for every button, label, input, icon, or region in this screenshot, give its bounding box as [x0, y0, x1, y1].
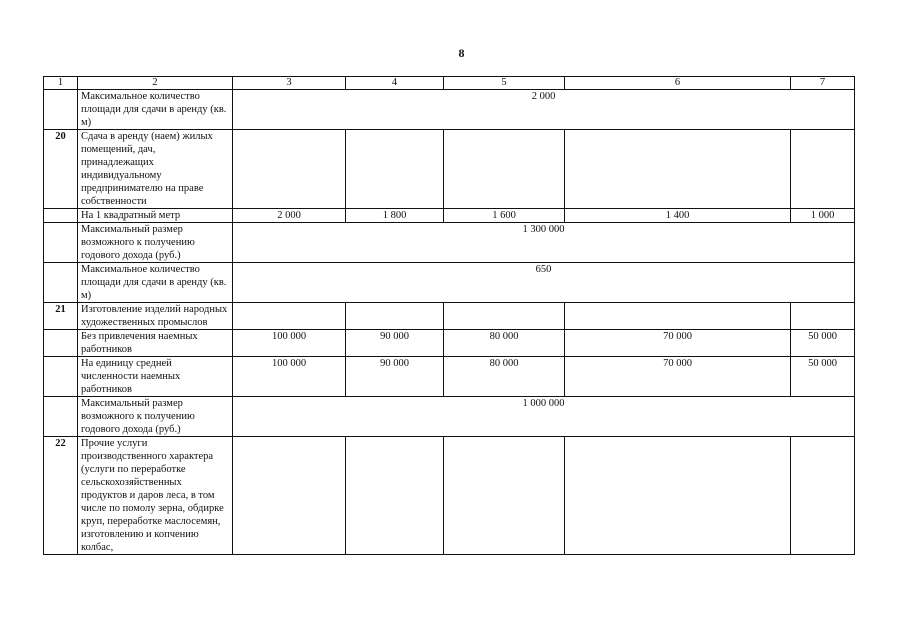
header-cell: 6: [565, 77, 791, 90]
row-description-cell: Максимальный размер возможного к получению годового дохода (руб.): [78, 223, 233, 263]
table-row: [44, 223, 855, 263]
table-row: [44, 90, 855, 130]
table-row: [44, 263, 855, 303]
row-description-cell: Изготовление изделий народных художественных промыслов: [78, 303, 233, 330]
table-row: [44, 330, 855, 357]
row-number-cell: [44, 357, 78, 397]
table-row: [44, 303, 855, 330]
header-cell: 5: [444, 77, 565, 90]
row-number-cell: [44, 263, 78, 303]
header-row: [44, 77, 855, 90]
row-empty-cell: [444, 130, 565, 209]
row-value-cell: 1 800: [346, 209, 444, 223]
row-number-cell: 20: [44, 130, 78, 209]
row-empty-cell: [233, 130, 346, 209]
header-cell: 3: [233, 77, 346, 90]
row-description-cell: Максимальное количество площади для сдачи в аренду (кв. м): [78, 263, 233, 303]
table-row: [44, 357, 855, 397]
header-cell: 4: [346, 77, 444, 90]
page-number: 8: [458, 46, 465, 60]
row-empty-cell: [346, 437, 444, 555]
row-empty-cell: [791, 130, 855, 209]
row-merged-value-cell: 650: [233, 263, 855, 303]
row-description-cell: Сдача в аренду (наем) жилых помещений, дач, принадлежащих индивидуальному предпринимателю на праве собственности: [78, 130, 233, 209]
header-cell: 7: [791, 77, 855, 90]
row-number-cell: 21: [44, 303, 78, 330]
row-number-cell: [44, 330, 78, 357]
header-cell: 1: [44, 77, 78, 90]
row-value-cell: 80 000: [444, 330, 565, 357]
rates-table: [43, 76, 855, 555]
row-empty-cell: [444, 303, 565, 330]
row-empty-cell: [233, 303, 346, 330]
row-empty-cell: [346, 303, 444, 330]
row-empty-cell: [565, 130, 791, 209]
row-empty-cell: [565, 303, 791, 330]
table-row: [44, 209, 855, 223]
row-value-cell: 90 000: [346, 357, 444, 397]
row-empty-cell: [791, 437, 855, 555]
row-description-cell: Прочие услуги производственного характера (услуги по переработке сельскохозяйственных продуктов и даров леса, в том числе по помолу зерна, обдирке круп, переработке маслосемян, изготовлению и копчению колбас,: [78, 437, 233, 555]
row-value-cell: 2 000: [233, 209, 346, 223]
row-description-cell: На единицу средней численности наемных работников: [78, 357, 233, 397]
table-row: [44, 397, 855, 437]
row-description-cell: Максимальный размер возможного к получению годового дохода (руб.): [78, 397, 233, 437]
row-value-cell: 100 000: [233, 357, 346, 397]
row-empty-cell: [791, 303, 855, 330]
row-empty-cell: [565, 437, 791, 555]
row-merged-value-cell: 2 000: [233, 90, 855, 130]
row-description-cell: Максимальное количество площади для сдачи в аренду (кв. м): [78, 90, 233, 130]
row-empty-cell: [233, 437, 346, 555]
row-empty-cell: [444, 437, 565, 555]
row-empty-cell: [346, 130, 444, 209]
row-value-cell: 70 000: [565, 330, 791, 357]
row-description-cell: На 1 квадратный метр: [78, 209, 233, 223]
row-number-cell: [44, 397, 78, 437]
row-merged-value-cell: 1 300 000: [233, 223, 855, 263]
row-value-cell: 100 000: [233, 330, 346, 357]
row-number-cell: [44, 223, 78, 263]
row-value-cell: 80 000: [444, 357, 565, 397]
header-cell: 2: [78, 77, 233, 90]
row-value-cell: 1 400: [565, 209, 791, 223]
row-value-cell: 1 600: [444, 209, 565, 223]
table-row: [44, 130, 855, 209]
row-value-cell: 1 000: [791, 209, 855, 223]
row-number-cell: [44, 90, 78, 130]
row-description-cell: Без привлечения наемных работников: [78, 330, 233, 357]
row-number-cell: [44, 209, 78, 223]
row-merged-value-cell: 1 000 000: [233, 397, 855, 437]
row-value-cell: 90 000: [346, 330, 444, 357]
table-row: [44, 437, 855, 555]
row-value-cell: 50 000: [791, 357, 855, 397]
row-value-cell: 70 000: [565, 357, 791, 397]
row-value-cell: 50 000: [791, 330, 855, 357]
row-number-cell: 22: [44, 437, 78, 555]
